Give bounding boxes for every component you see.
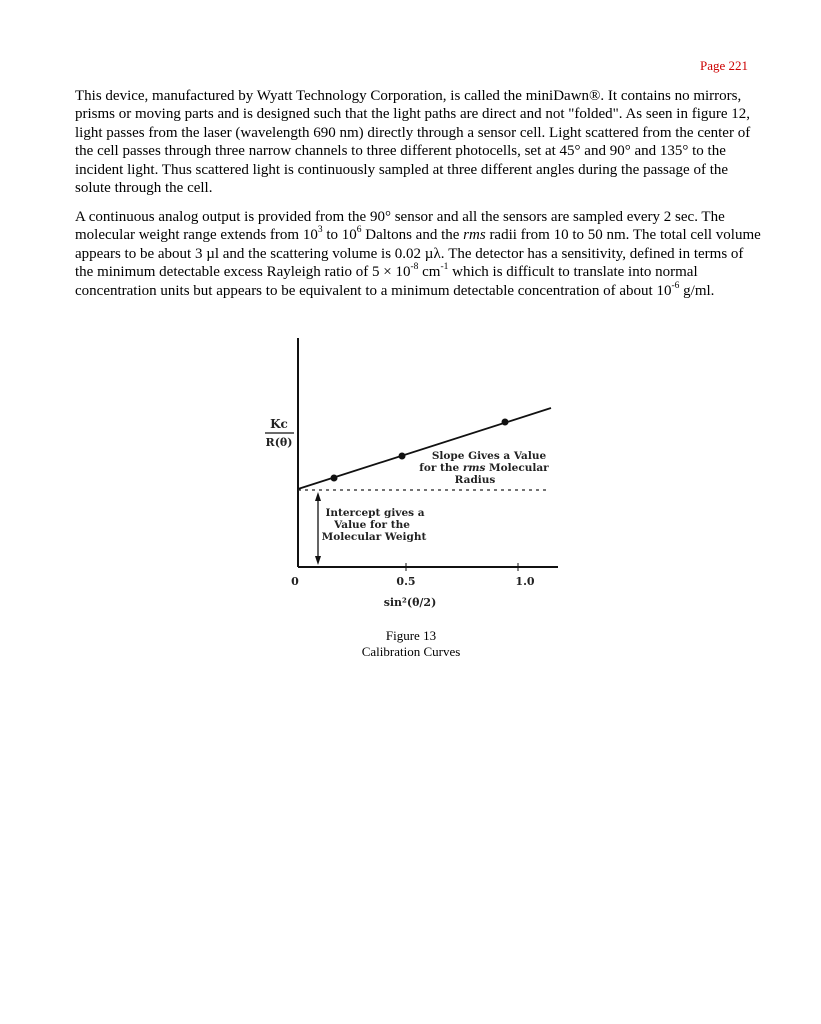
data-point-3 [502,419,509,426]
x-tick-label-1: 1.0 [515,575,535,588]
p2-sup-a: 3 [317,225,323,236]
p2-text-e: cm [418,264,441,281]
x-tick-label-0: 0 [291,575,299,588]
p2-sup-b: 6 [356,225,362,236]
slope-line-2-em: rms [462,462,486,474]
paragraph-1-text: This device, manufactured by Wyatt Technology Corporation, is called the miniDawn®. It contains no mirrors, prisms or moving parts and is designed such that the light paths are direct and not "folded". As seen in figure 12, light passes from the laser (wavelength 690 nm) directly through a sensor cell. Light scattered from the center of the cell passes through three narrow channels to three different photocells, set at 45° and 90° and 135° to the incident light. Thus scattered light is continuously sampled at three different angles during the passage of the solute through the cell. [75,88,751,197]
figure-caption [300,628,522,660]
p2-text-a: A continuous analog output is provided from the 90° sensor and all the sensors are sampled every 2 sec. The molecular weight range extends from 10 [75,209,725,244]
p2-text-g: g/ml. [679,282,715,299]
data-point-1 [331,475,338,482]
page-number: Page 221 [699,58,748,73]
figure-caption-title: Calibration Curves [361,644,461,659]
p2-em-rms: rms [463,227,486,244]
intercept-label-line-3: Molecular Weight [321,531,427,543]
p2-text-c: Daltons and the [361,227,464,244]
y-label-bottom: R(θ) [265,436,293,449]
x-axis-label: sin²(θ/2) [383,596,437,609]
figure-caption-number: Figure 13 [385,628,437,643]
intercept-label-line-1: Intercept gives a [325,507,425,519]
intercept-arrow-down-head [315,556,321,565]
x-tick-label-05: 0.5 [396,575,416,588]
p2-text-b: to 10 [322,227,357,244]
slope-line-2-post: Molecular [485,462,549,474]
slope-label-line-1: Slope Gives a Value [431,450,547,462]
y-label-top: Kc [270,417,288,431]
slope-label-line-2 [419,462,549,474]
intercept-arrow-up-head [315,492,321,501]
slope-line-2-pre: for the [419,462,463,474]
data-point-2 [399,453,406,460]
slope-label-line-3: Radius [454,474,496,486]
p2-text-d: radii from 10 to 50 nm. The total cell volume appears to be about 3 µl and the scattering volume is 0.02 µλ. The detector has a sensitivity, defined in terms of the minimum detectable excess Rayleigh ratio of 5 × 10 [75,227,761,281]
p2-sup-e: -1 [440,262,449,273]
intercept-label-line-2: Value for the [334,519,410,531]
p2-text-f: which is difficult to translate into normal concentration units but appears to be equivalent to a minimum detectable concentration of about 10 [75,264,698,299]
p2-sup-f: -6 [671,280,680,291]
p2-sup-d: -8 [410,262,419,273]
